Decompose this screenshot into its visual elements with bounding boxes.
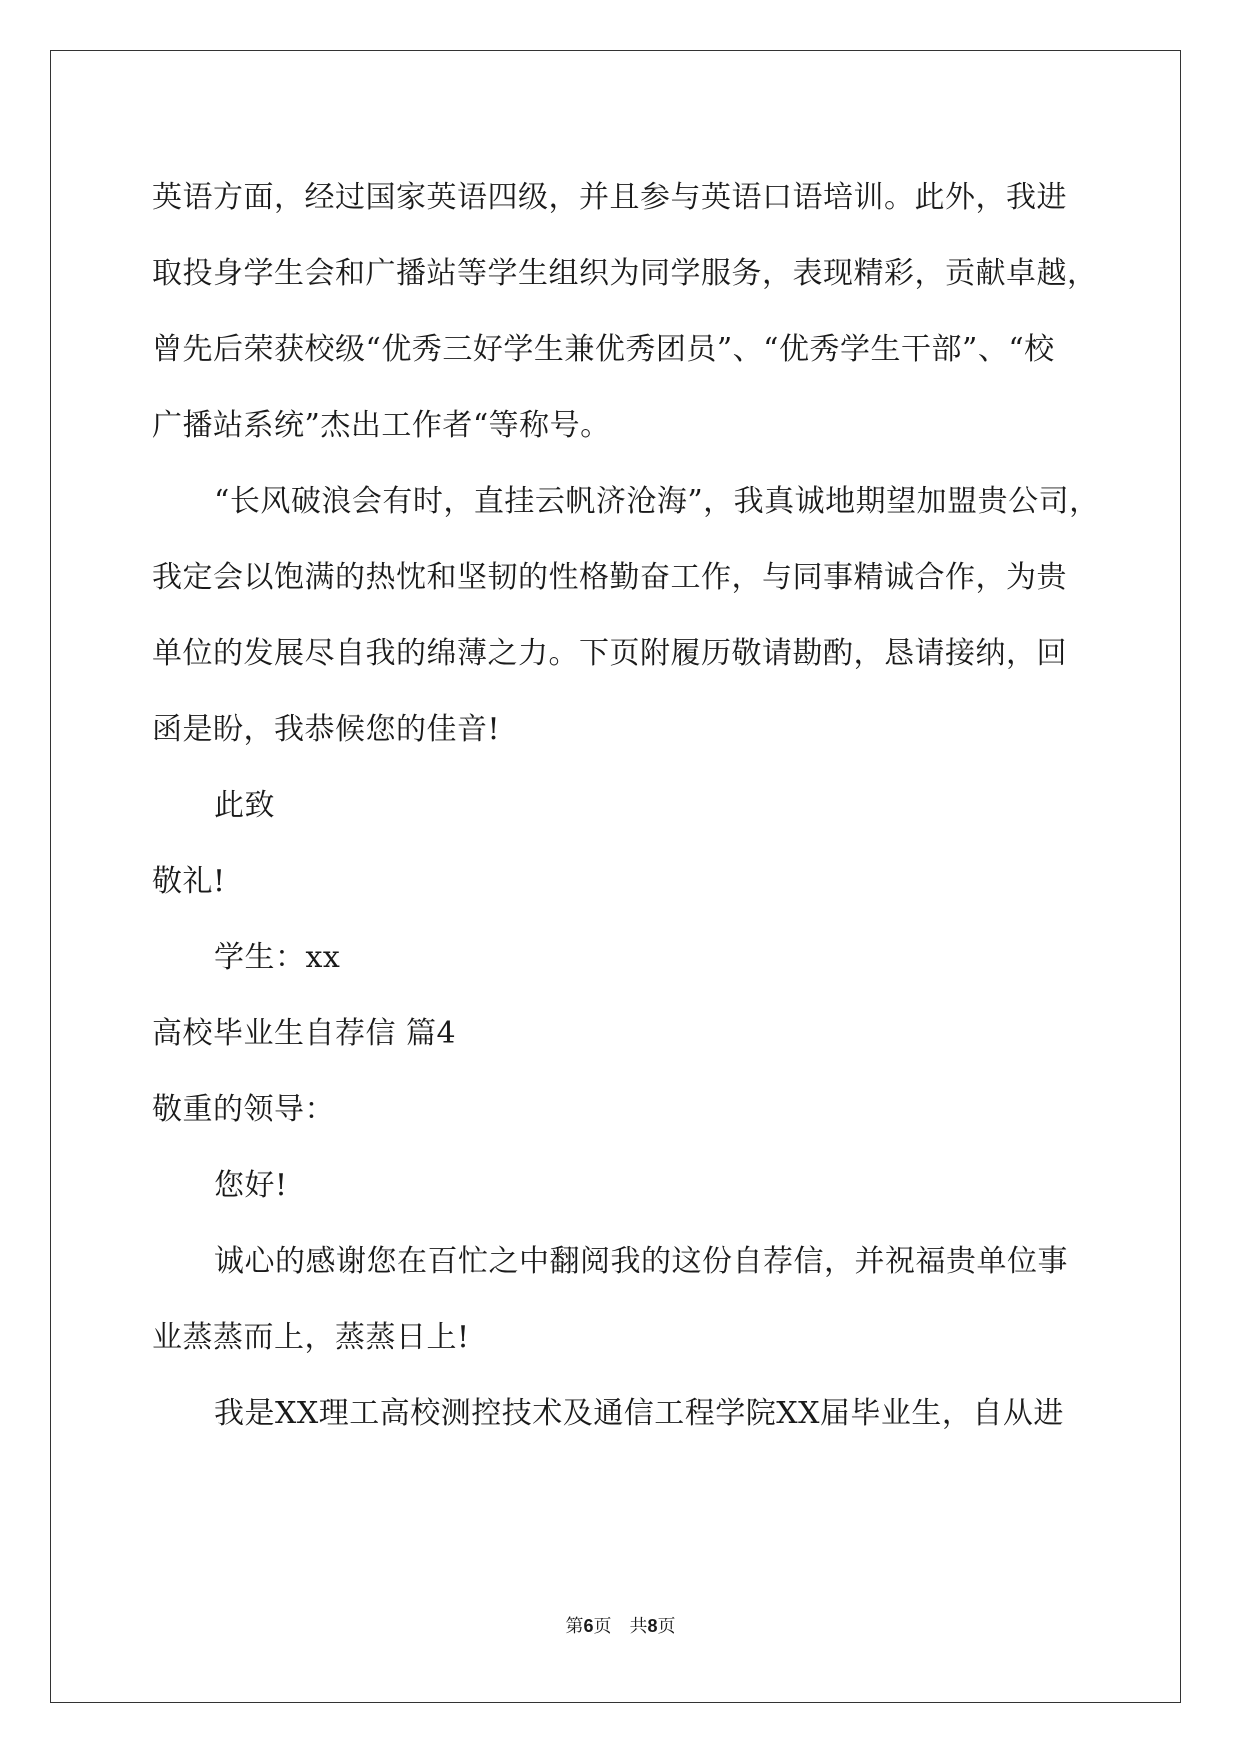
text-line: 业蒸蒸而上，蒸蒸日上! bbox=[152, 1320, 470, 1355]
footer-prefix: 第 bbox=[565, 1616, 584, 1637]
text-line: “长风破浪会有时，直挂云帆济沧海”，我真诚地期望加盟贵公司， bbox=[214, 484, 1100, 519]
greeting-addressee: 敬重的领导： bbox=[152, 1092, 335, 1127]
text-line: 函是盼，我恭候您的佳音! bbox=[152, 712, 501, 747]
text-line: 广播站系统”杰出工作者“等称号。 bbox=[152, 408, 611, 443]
greeting: 您好! bbox=[214, 1168, 288, 1203]
text-line: 我是XX理工高校测控技术及通信工程学院XX届毕业生，自从进 bbox=[214, 1396, 1064, 1431]
footer-suffix: 页 bbox=[657, 1616, 676, 1637]
text-line: 诚心的感谢您在百忙之中翻阅我的这份自荐信，并祝福贵单位事 bbox=[214, 1244, 1068, 1279]
document-body bbox=[152, 160, 1100, 1452]
text-line: 曾先后荣获校级“优秀三好学生兼优秀团员”、“优秀学生干部”、“校 bbox=[152, 332, 1055, 367]
text-line: 英语方面，经过国家英语四级，并且参与英语口语培训。此外，我进 bbox=[152, 180, 1067, 215]
current-page-number: 6 bbox=[583, 1616, 594, 1636]
page-footer bbox=[0, 1612, 1241, 1638]
footer-middle: 页 共 bbox=[593, 1616, 648, 1637]
text-line: 单位的发展尽自我的绵薄之力。下页附履历敬请勘酌，恳请接纳，回 bbox=[152, 636, 1067, 671]
text-line: 取投身学生会和广播站等学生组织为同学服务，表现精彩，贡献卓越， bbox=[152, 256, 1098, 291]
closing-salutation: 此致 bbox=[214, 788, 275, 823]
closing-regards: 敬礼! bbox=[152, 864, 226, 899]
total-pages-number: 8 bbox=[647, 1616, 658, 1636]
section-heading: 高校毕业生自荐信 篇4 bbox=[152, 1016, 457, 1051]
text-line: 我定会以饱满的热忱和坚韧的性格勤奋工作，与同事精诚合作，为贵 bbox=[152, 560, 1067, 595]
signature-line: 学生：xx bbox=[214, 940, 341, 975]
